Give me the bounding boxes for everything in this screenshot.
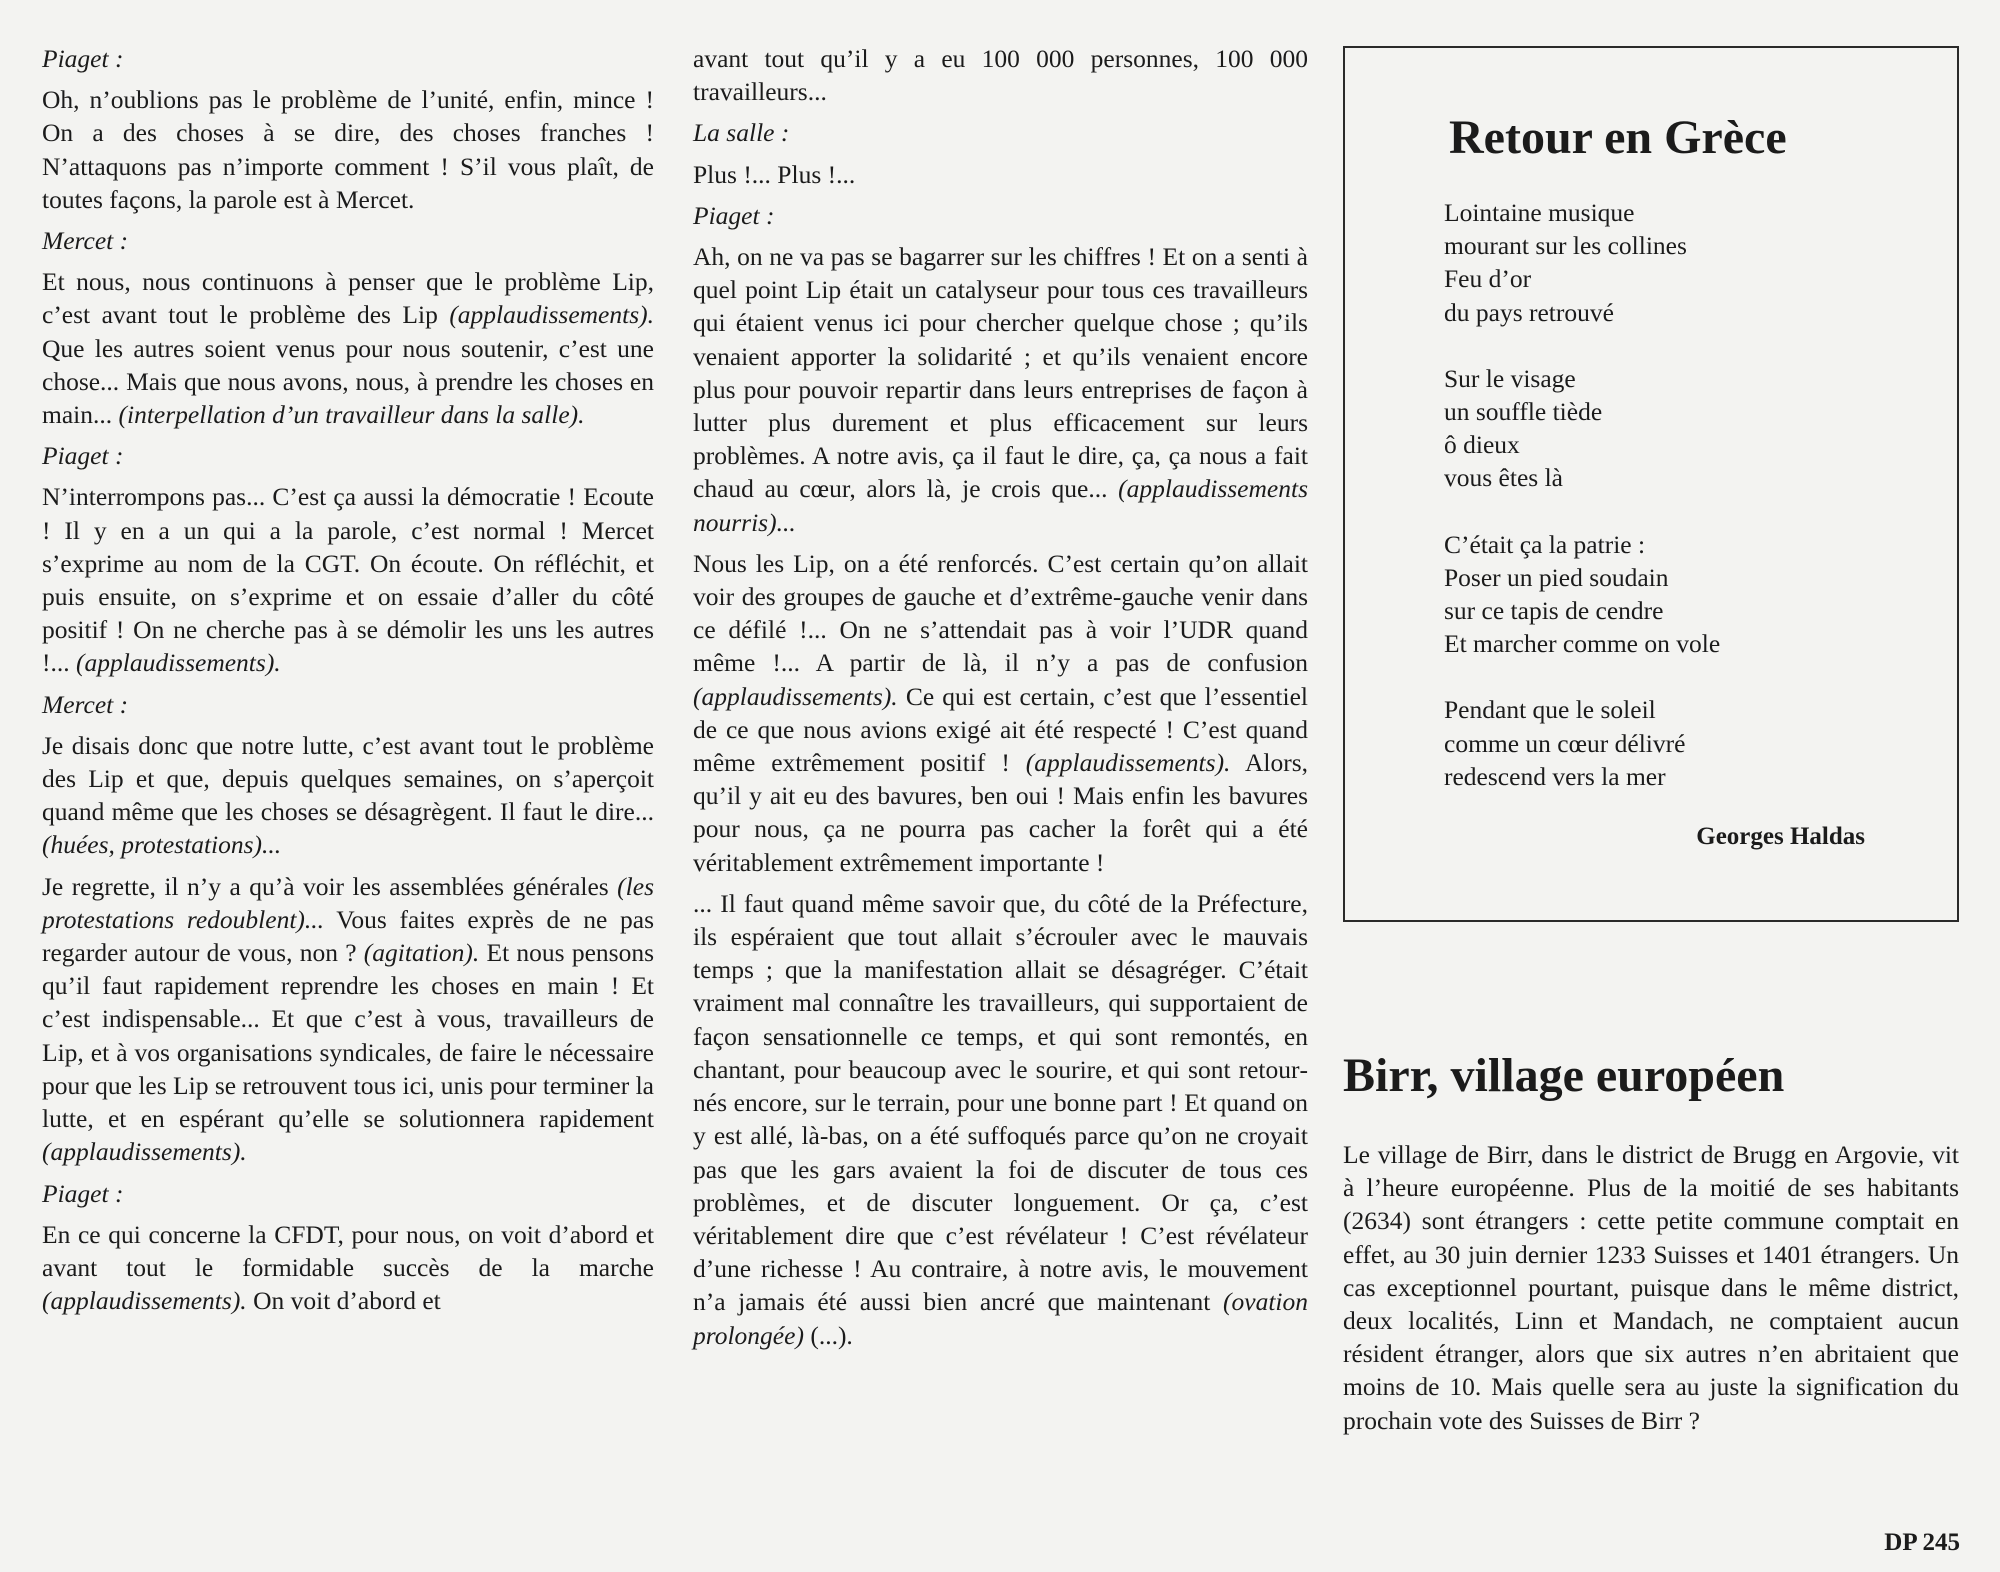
column-left — [42, 42, 654, 1325]
poem-line: Et marcher comme on vole — [1444, 629, 1721, 659]
speaker-label: Piaget : — [42, 1178, 124, 1208]
poem-stanza — [1444, 196, 1720, 329]
stage-direction: (interpellation d’un travailleur dans la salle). — [118, 400, 585, 430]
stage-direction: (les protestations redoublent)... — [42, 871, 654, 934]
poem-line: ô dieux — [1444, 430, 1520, 460]
paragraph — [693, 547, 1308, 879]
paragraph — [42, 729, 654, 862]
text-run: Alors, qu’il y ait eu des bavures, ben oui ! Mais enfin les bavures pour nous, ça ne pourra pas cacher la forêt qui a été véritablement extrêmement importante ! — [693, 748, 1308, 877]
paragraph — [693, 158, 1308, 191]
speaker-label: Mercet : — [42, 689, 129, 719]
text-run: avant tout qu’il y a eu 100 000 personnes, 100 000 travailleurs... — [693, 44, 1308, 107]
paragraph — [42, 870, 654, 1169]
text-run: Oh, n’oublions pas le problème de l’unité, enfin, mince ! On a des choses à se dire, des choses franches ! N’attaquons pas n’importe comment ! S’il vous plaît, de toutes façons, la parole est à Mercet. — [42, 85, 654, 214]
stage-direction: (applaudissements). — [42, 1286, 247, 1316]
text-run: Ah, on ne va pas se bagarrer sur les chiffres ! Et on a senti à quel point Lip était un catalyseur pour tous ces travailleurs qui étaient venus ici pour chercher quelque chose ; qu’ils venaient apporter la solidarité ; et qu’ils venaient encore plus pour pouvoir repartir dans leurs entreprises de façon à lutter plus durement et plus efficacement sur leurs problèmes. A notre avis, ça il faut le dire, ça, ça nous a fait chaud au cœur, alors là, je crois que... — [693, 242, 1308, 504]
paragraph — [42, 265, 654, 431]
column-middle — [693, 42, 1308, 1360]
stage-direction: (applaudissements). — [42, 1137, 247, 1167]
poem-line: C’était ça la patrie : — [1444, 529, 1646, 559]
text-run: Plus !... Plus !... — [693, 159, 856, 189]
text-run: ... Il faut quand même savoir que, du côté de la Préfecture, ils espéraient que tout allait s’écrouler avec le mauvais temps ; que la manifestation allait se désagréger. C’était vraiment mal connaître les travailleurs, qui supportaient de façon sensationnelle ce temps, et qui sont remontés, en chantant, pour beaucoup avec le sourire, et qui sont retournés encore, sur le terrain, pour une bonne part ! Et quand on y est allé, là-bas, on a été suffoqués parce qu’on ne croyait pas que les gars avaient la foi de discuter de tous ces problèmes, et de discuter longuement. Or ça, c’est véritablement dire que c’est révélateur ! C’est révélateur d’une richesse ! Au contraire, à notre avis, le mouvement n’a jamais été aussi bien ancré que maintenant — [693, 888, 1308, 1317]
poem-line: Lointaine musique — [1444, 198, 1635, 227]
paragraph — [42, 480, 654, 679]
paragraph — [693, 887, 1308, 1352]
text-run: Nous les Lip, on a été renforcés. C’est certain qu’on allait voir des groupes de gauche et d’extrême-gauche venir dans ce défilé !... On ne s’attendait pas à voir l’UDR quand même !... A partir de là, il n’y a pas de confusion — [693, 548, 1308, 678]
poem-line: un souffle tiède — [1444, 397, 1603, 427]
poem-box — [1343, 46, 1959, 922]
article-body: Le village de Birr, dans le district de Brugg en Argovie, vit à l’heure européenne. Plus de la moitié de ses habitants (2634) sont étrangers : cette petite commune comptait en effet, au 30 juin dernier 1233 Suisses et 1401 étrangers. Un cas exceptionnel pourtant, puisque dans le même district, deux localités, Linn et Mandach, ne comptaient aucun résident étranger, alors que six autres n’en abritaient que moins de 10. Mais quelle sera au juste la signification du prochain vote des Suisses de Birr ? — [1343, 1140, 1959, 1435]
poem-title: Retour en Grèce — [1449, 111, 1787, 164]
stage-direction: (agitation). — [363, 938, 480, 968]
poem-line: redescend vers la mer — [1444, 761, 1666, 791]
poem-line: Pendant que le soleil — [1444, 695, 1656, 725]
text-run: N’interrompons pas... C’est ça aussi la démocratie ! Ecoute ! Il y en a un qui a la parole, c’est normal ! Mercet s’exprime au nom de la CGT. On écoute. On réfléchit, et puis ensuite, on s’exprime et on essaie d’aller du côté positif ! On ne cherche pas à se démolir les uns les autres !... — [42, 482, 654, 678]
text-run: (...). — [803, 1320, 853, 1350]
text-run: Et nous pensons qu’il faut rapidement reprendre les choses en main ! Et c’est indispensable... Et que c’est à vous, travailleurs de Lip, et à vos organisations syndicales, de faire le nécessaire pour que les Lip se retrouvent tous ici, unis pour terminer la lutte, et en espérant qu’elle se solutionnera rapidement — [42, 938, 654, 1134]
poem-stanza — [1444, 693, 1720, 793]
text-run: Vous faites exprès de ne pas regarder autour de vous, non ? — [42, 904, 654, 968]
poem-line: sur ce tapis de cendre — [1444, 596, 1664, 626]
text-run: On voit d’abord et — [246, 1286, 441, 1316]
poem-line: Poser un pied soudain — [1444, 562, 1669, 592]
speaker-label: Piaget : — [42, 44, 124, 73]
text-run: Je disais donc que notre lutte, c’est avant tout le problème des Lip et que, depuis quelques semaines, on s’aperçoit quand même que les choses se désagrègent. Il faut le dire... — [42, 730, 654, 827]
text-run: Je regrette, il n’y a qu’à voir les assemblées générales — [42, 871, 618, 901]
stage-direction: (ovation prolongée) — [693, 1287, 1308, 1350]
paragraph — [693, 240, 1308, 539]
stage-direction: (applaudissements nourris)... — [693, 474, 1308, 537]
poem-line: du pays retrouvé — [1444, 297, 1614, 327]
poem-stanza — [1444, 362, 1720, 495]
poem-line: Sur le visage — [1444, 363, 1576, 393]
text-run: Que les autres soient venus pour nous soutenir, c’est une chose... Mais que nous avons, nous, à prendre les choses en main... — [42, 333, 654, 430]
poem-author: Georges Haldas — [1696, 823, 1865, 850]
stage-direction: (applaudissements). — [1025, 748, 1231, 778]
text-run: Et nous, nous continuons à penser que le problème Lip, c’est avant tout le problème des Lip — [42, 267, 654, 330]
poem-line: Feu d’or — [1444, 264, 1532, 294]
poem-line: comme un cœur délivré — [1444, 728, 1686, 758]
stage-direction: (applaudissements). — [76, 648, 281, 678]
poem-line: mourant sur les collines — [1444, 231, 1687, 261]
poem-stanza — [1444, 528, 1720, 661]
article-title: Birr, village européen — [1343, 1049, 1785, 1102]
text-run: En ce qui concerne la CFDT, pour nous, on voit d’abord et avant tout le formidable succès de la marche — [42, 1219, 654, 1282]
poem-line: vous êtes là — [1444, 463, 1563, 493]
stage-direction: (huées, protestations)... — [42, 830, 282, 860]
paragraph — [42, 1218, 654, 1318]
text-run: Ce qui est certain, c’est que l’essentiel de ce que nous avions exigé ait été respecté ! C’est quand même extrêmement positif ! — [693, 681, 1308, 778]
stage-direction: (applaudissements). — [449, 300, 654, 330]
poem-body — [1444, 196, 1720, 826]
speaker-label: Piaget : — [693, 200, 775, 230]
speaker-label: La salle : — [693, 118, 790, 148]
paragraph — [693, 42, 1308, 108]
paragraph — [42, 83, 654, 216]
speaker-label: Mercet : — [42, 226, 129, 256]
page-folio: DP 245 — [1884, 1529, 1960, 1556]
stage-direction: (applaudissements). — [693, 681, 898, 711]
speaker-label: Piaget : — [42, 441, 124, 471]
